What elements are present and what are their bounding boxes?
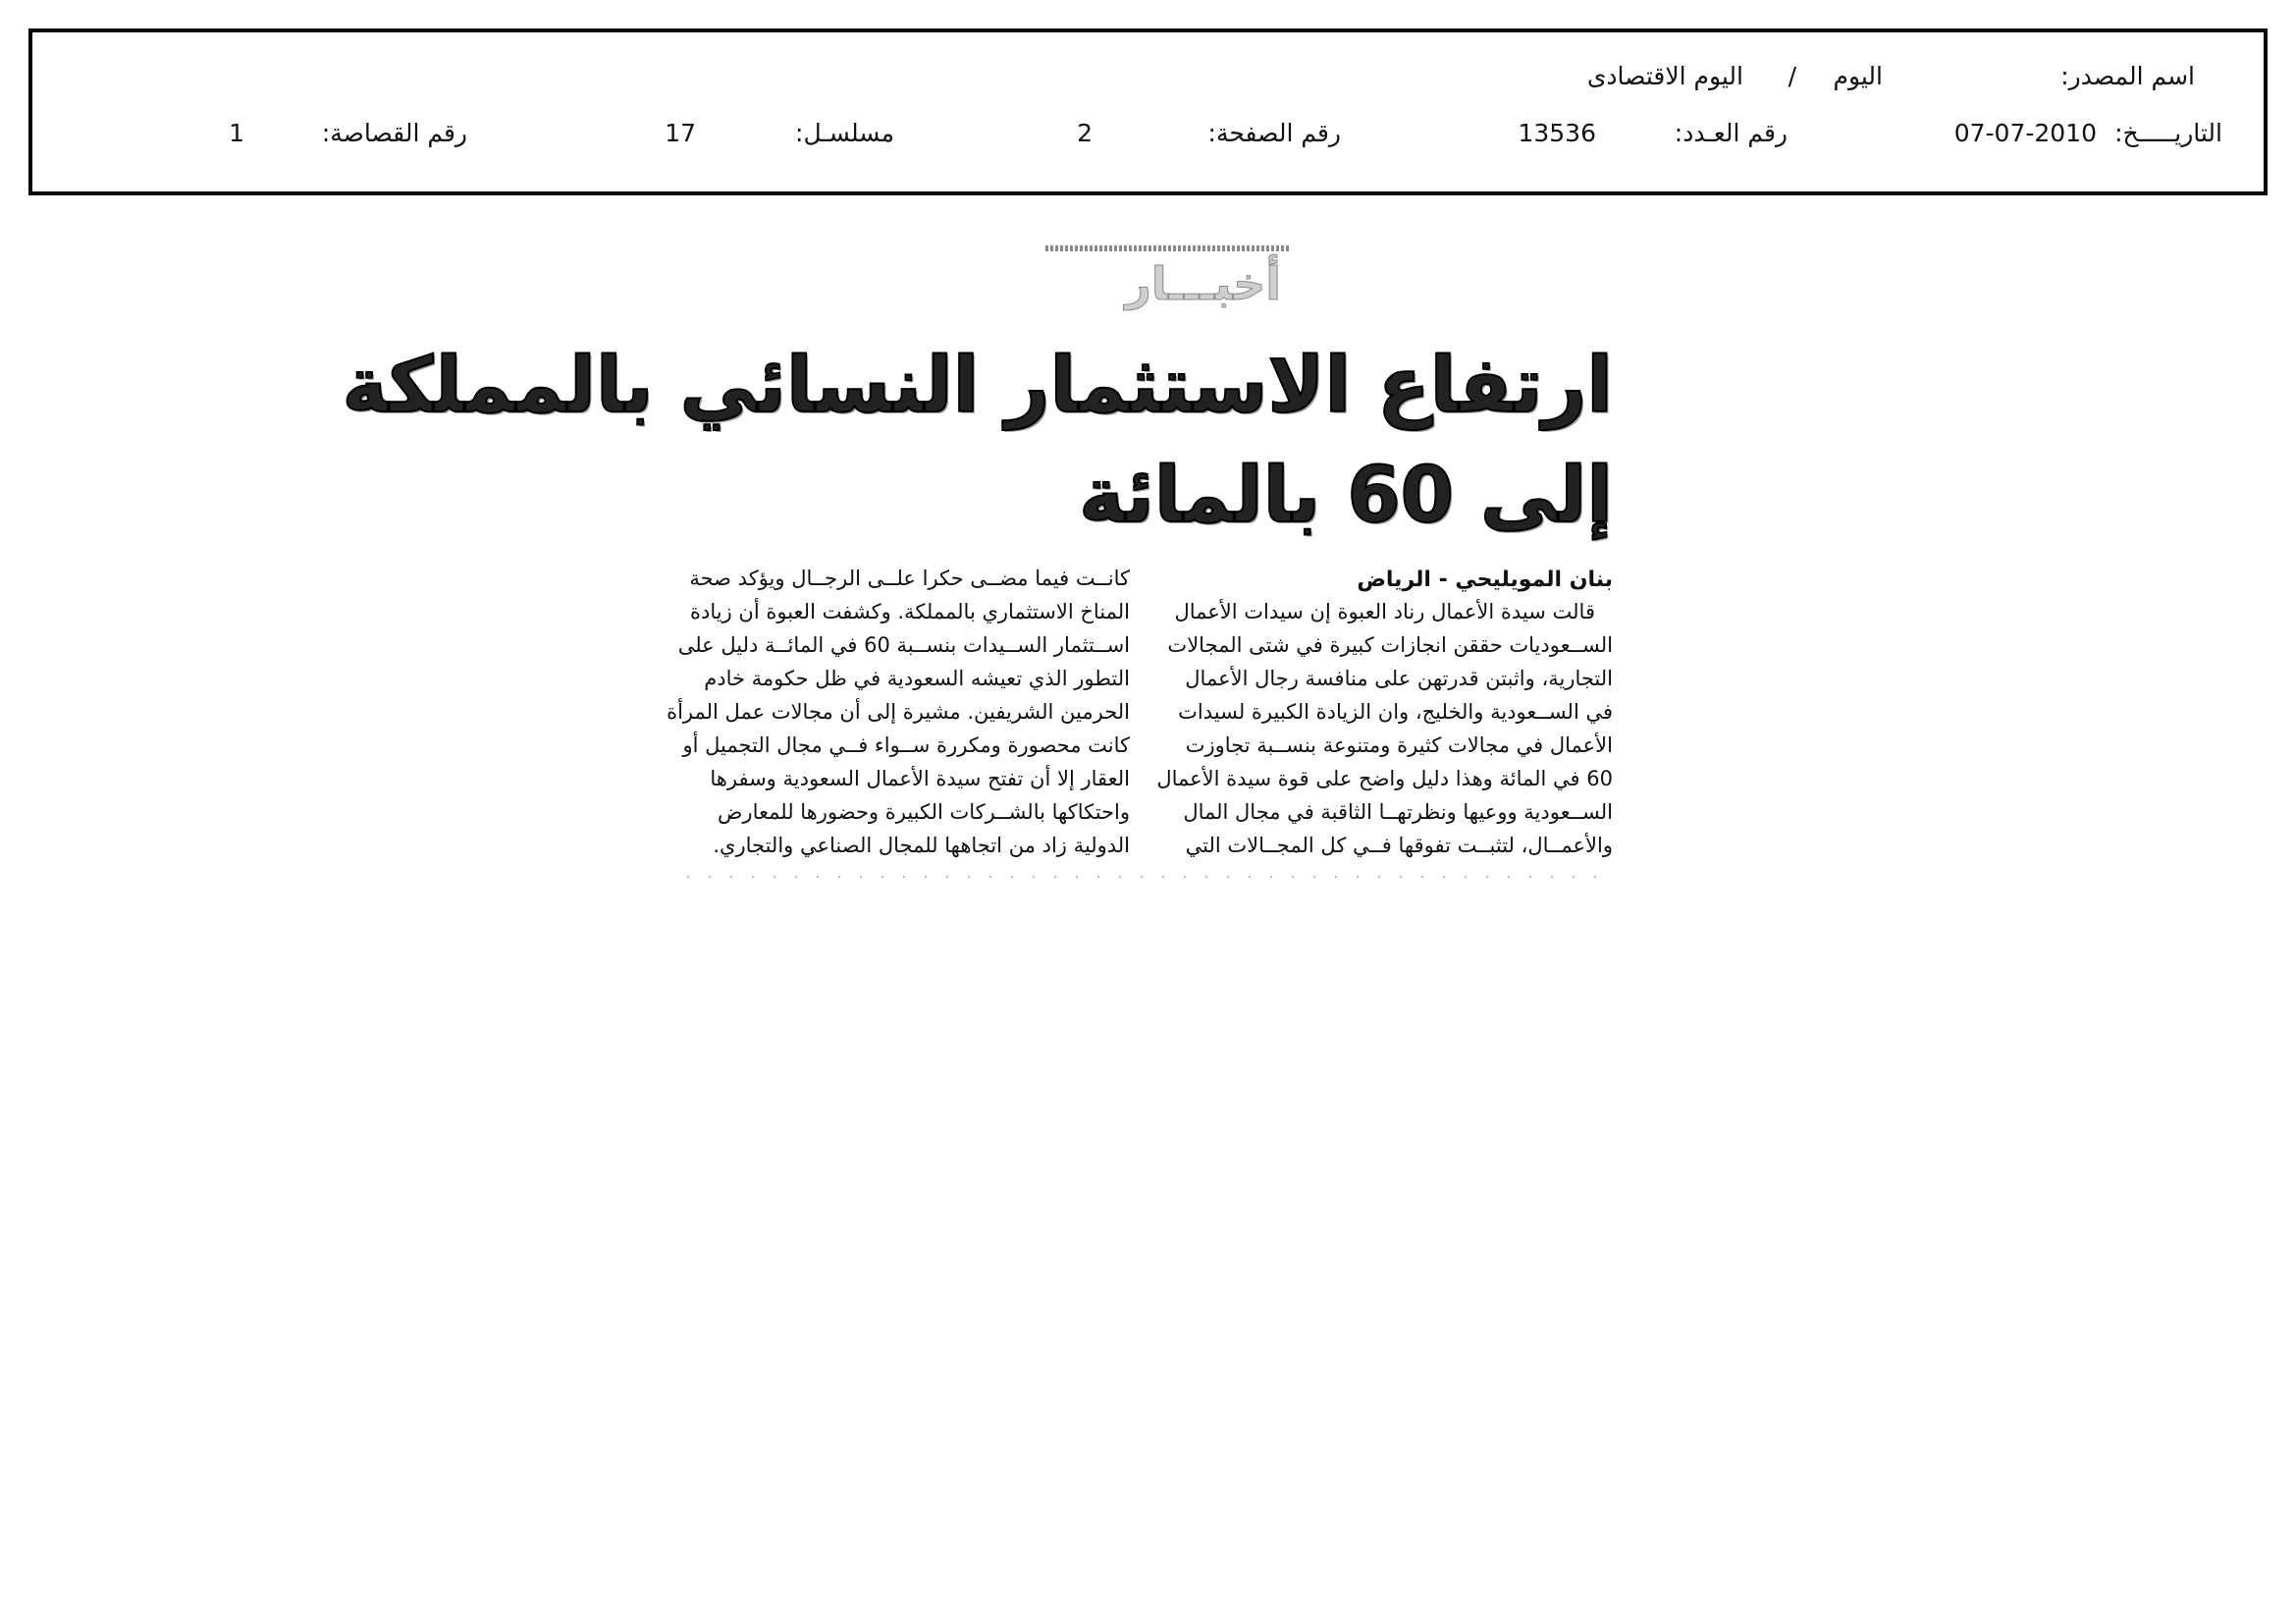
body-line: كانــت فيما مضــى حكرا علــى الرجــال ويؤكد صحة — [689, 567, 1130, 590]
body-line: العقار إلا أن تفتح سيدة الأعمال السعودية وسفرها — [710, 767, 1130, 790]
body-line: الســعوديات حققن انجازات كبيرة في شتى المجالات — [1167, 633, 1613, 657]
section-label: أخبـــار — [1125, 257, 1281, 310]
section-rule — [1045, 245, 1291, 251]
body-line: الدولية زاد من اتجاهها للمجال الصناعي والتجاري. — [713, 834, 1130, 857]
source-value: اليوم — [1833, 62, 1883, 90]
body-line: واحتكاكها بالشــركات الكبيرة وحضورها للمعارض — [718, 800, 1130, 824]
issue-label: رقم العـدد: — [1674, 119, 1788, 147]
clipping-metadata-box — [28, 28, 2268, 195]
body-line: الحرمين الشريفين. مشيرة إلى أن مجالات عمل المرأة — [667, 700, 1130, 724]
issue-value: 13536 — [1518, 119, 1596, 147]
clipping-label: رقم القصاصة: — [321, 119, 467, 147]
bottom-divider — [687, 876, 1610, 878]
source-separator: / — [1788, 62, 1796, 90]
serial-value: 17 — [665, 119, 696, 147]
date-value: 07-07-2010 — [1953, 119, 2097, 147]
source-label: اسم المصدر: — [2060, 62, 2195, 90]
body-line: الســعودية ووعيها ونظرتهــا الثاقبة في مجال المال — [1183, 800, 1613, 824]
date-label: التاريـــــخ: — [2114, 119, 2222, 147]
body-line: كانت محصورة ومكررة ســواء فــي مجال التجميل أو — [682, 733, 1130, 757]
byline: بنان المويليحي - الرياض — [1357, 568, 1613, 592]
body-line: في الســعودية والخليج، وان الزيادة الكبيرة لسيدات — [1178, 700, 1613, 724]
section-badge — [1045, 245, 1291, 310]
body-line: قالت سيدة الأعمال رناد العبوة إن سيدات الأعمال — [1174, 600, 1595, 623]
page-label: رقم الصفحة: — [1207, 119, 1341, 147]
body-line: 60 في المائة وهذا دليل واضح على قوة سيدة الأعمال — [1156, 767, 1613, 790]
source-section: اليوم الاقتصادى — [1586, 62, 1743, 90]
body-line: والأعمــال، لتثبــت تفوقها فــي كل المجــالات التي — [1185, 834, 1613, 857]
clipping-value: 1 — [229, 119, 244, 147]
headline-line-1: ارتفاع الاستثمار النسائي بالمملكة — [342, 342, 1613, 430]
serial-label: مسلسـل: — [795, 119, 894, 147]
body-line: التطور الذي تعيشه السعودية في ظل حكومة خادم — [704, 667, 1130, 690]
body-line: المناخ الاستثماري بالمملكة. وكشفت العبوة أن زيادة — [690, 600, 1130, 623]
headline-line-2: إلى 60 بالمائة — [1079, 452, 1613, 540]
body-line: اســتثمار الســيدات بنســبة 60 في المائــة دليل على — [677, 633, 1130, 657]
body-line: التجارية، واثبتن قدرتهن على منافسة رجال الأعمال — [1185, 667, 1613, 690]
page-value: 2 — [1077, 119, 1093, 147]
body-line: الأعمال في مجالات كثيرة ومتنوعة بنســبة تجاوزت — [1185, 733, 1613, 757]
